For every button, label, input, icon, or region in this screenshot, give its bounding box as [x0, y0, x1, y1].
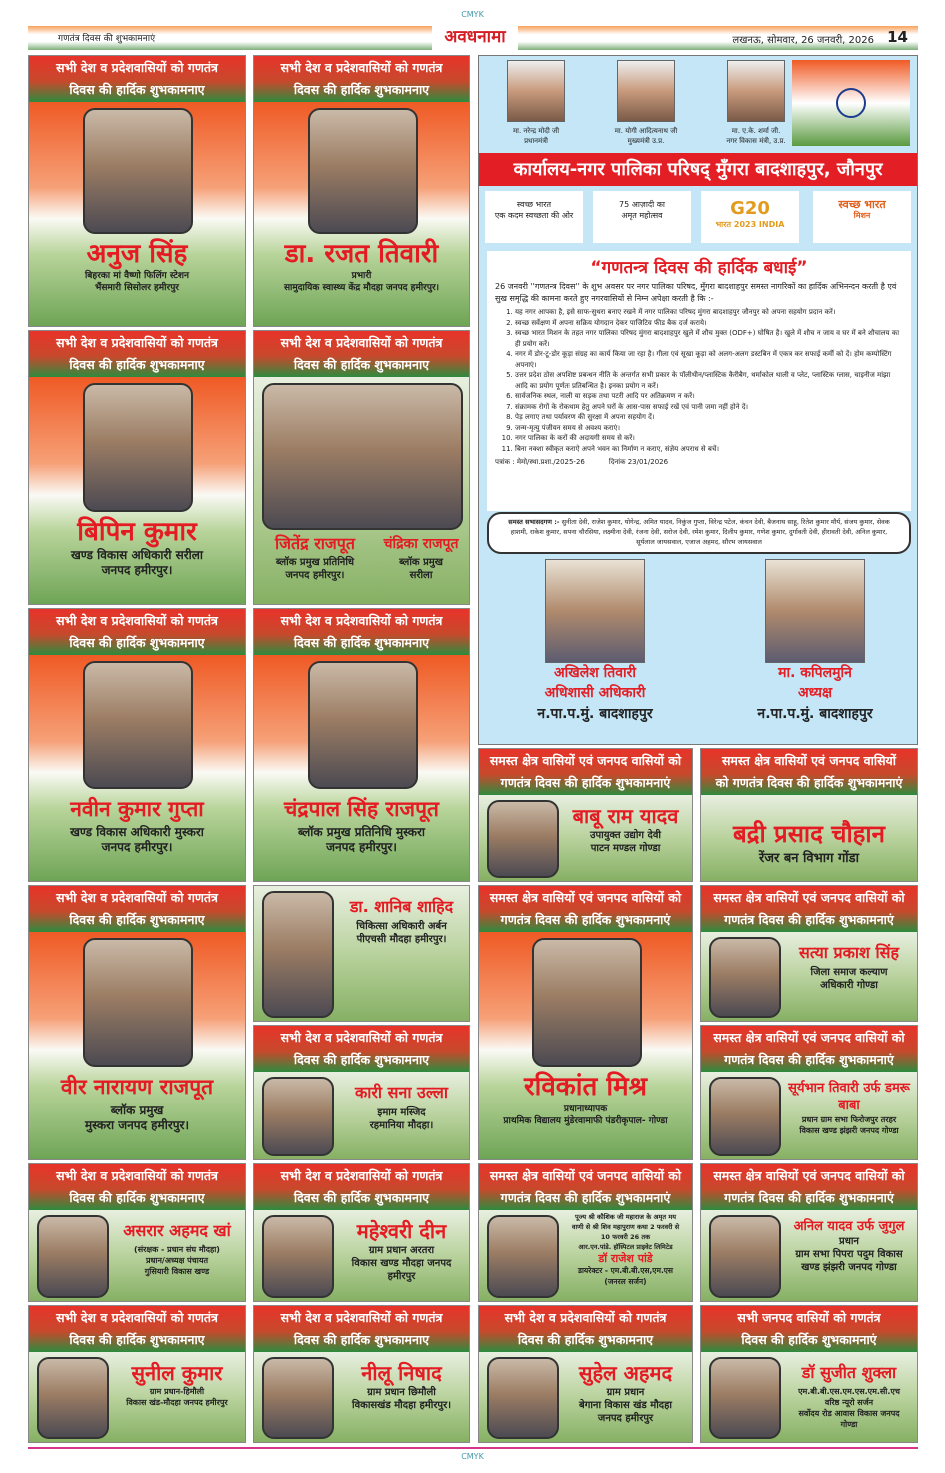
card-detail-line: हमीरपुर [387, 1271, 416, 1282]
card-detail-line: (संरक्षक - प्रधान संघ मौदहा) [134, 1245, 220, 1254]
card-detail-line: इमाम मस्जिद [377, 1107, 426, 1118]
card-body [701, 1072, 917, 1159]
dateline: लखनऊ, सोमवार, 26 जनवरी, 2026 [732, 35, 874, 46]
officer-akhilesh [495, 559, 695, 725]
person-photo [709, 1215, 781, 1298]
header-line-1: सभी देश व प्रदेशवासियों को गणतंत्र [56, 613, 218, 628]
card-detail-line: वरिष्ठ न्यूरो सर्जन [824, 1398, 874, 1407]
card-detail-line: जनपद हमीरपुर। [101, 840, 173, 854]
card-header [29, 331, 245, 377]
logo-text: G20 [730, 198, 770, 219]
card-note-line: वाणी से श्री शिव महापुराण कथा 2 फरवरी से [571, 1223, 680, 1231]
leader-role: प्रधानमंत्री [524, 137, 548, 145]
person-photo [709, 1077, 781, 1156]
officer-photo [765, 559, 865, 663]
card-detail-line: मुस्करा जनपद हमीरपुर। [84, 1118, 190, 1132]
office-banner: कार्यालय-नगर पालिका परिषद् मुँगरा बादशाहपुर, जौनपुर [479, 153, 917, 186]
person-name: डॉ राजेश पांडे [598, 1252, 653, 1265]
person-name: अनिल यादव उर्फ जुगुल [793, 1219, 905, 1234]
card-detail-line: ब्लॉक प्रमुख [110, 1103, 164, 1117]
header-line-2: गणतंत्र दिवस की हार्दिक शुभकामनाएं [500, 775, 671, 790]
card-detail-line: ग्राम सभा पिपरा पदुम विकास [795, 1249, 903, 1260]
members-label: समस्त सभासदगण :- [508, 518, 560, 526]
header-line-1: सभी देश व प्रदेशवासियों को गणतंत्र [56, 335, 218, 350]
person-name: बद्री प्रसाद चौहान [733, 820, 885, 848]
greeting-card [253, 55, 470, 327]
card-detail-line: ग्राम प्रधान [606, 1387, 645, 1398]
card-detail-line: खण्ड विकास अधिकारी सरीला [70, 548, 204, 562]
page-header [28, 26, 918, 50]
azadi-amrit-mahotsav-logo [593, 191, 691, 243]
person-photo [487, 1357, 559, 1439]
card-body [29, 932, 245, 1159]
officer-org: न.पा.प.मुं. बादशाहपुर [757, 706, 873, 722]
greeting-card [28, 1163, 246, 1302]
card-text [479, 1071, 692, 1127]
leader-photo [727, 60, 785, 122]
members-list: सुनीता देवी, राजेश कुमार, योगेन्द्र, अमित यादव, निकुंज गुप्ता, विरेन्द्र पटेल, कंचन देवी, बैजनाथ साहू, रितेश कुमार मौर्य, संजय कुमार, सेवक हाशमी, राकेश कुमार, सपना चौरसिया, लक्ष्मीना देवी, रंजना देवी, सरोज देवी, रमेश कुमार, दिलीप कुमार, गणेश कुमार, दुर्गावती देवी, हीरावती देवी, अनिल कुमार, सूर्यलाल जायसवाल, एजाज अहमद, सौरभ जायसवाल [510, 518, 890, 546]
greeting-card [478, 748, 693, 882]
card-detail-line: प्राथमिक विद्यालय मुंडेरवामाफी पंडरीकृपाल- गोण्डा [503, 1116, 668, 1126]
person-name: बिपिन कुमार [77, 517, 197, 547]
greeting-card [253, 1025, 470, 1160]
municipal-notice-panel [478, 55, 918, 745]
leader-name: मा. नरेन्द्र मोदी जी [512, 127, 560, 135]
card-text [561, 803, 690, 855]
header-line-2: गणतंत्र दिवस की हार्दिक शुभकामनाएं [500, 1190, 671, 1205]
header-line-2: गणतंत्र दिवस की हार्दिक शुभकामनाएं [500, 912, 671, 927]
header-line-1: सभी देश व प्रदेशवासियों को गणतंत्र [280, 613, 443, 628]
card-header [479, 886, 692, 932]
card-note-line: 10 फरवरी 26 तक [600, 1233, 651, 1241]
print-mark-top: CMYK [461, 10, 484, 19]
greeting-card [253, 885, 470, 1022]
logo-subtext: भारत 2023 INDIA [715, 220, 785, 229]
header-line-2: दिवस की हार्दिक शुभकामनाए [517, 1332, 654, 1347]
header-line-1: सभी देश व प्रदेशवासियों को गणतंत्र [56, 1168, 218, 1183]
card-header [701, 1026, 917, 1072]
header-line-2: दिवस की हार्दिक शुभकामनाए [293, 357, 430, 372]
person-photo [487, 1215, 559, 1298]
people-photo [262, 383, 463, 530]
card-detail-line: विकासखंड मौदहा हमीरपुर। [352, 1400, 451, 1411]
card-header [29, 609, 245, 655]
person-photo [37, 1215, 109, 1298]
card-header [479, 749, 692, 795]
greeting-card [700, 1305, 918, 1443]
header-line-1: सभी जनपद वासियों को गणतंत्र [737, 1310, 881, 1325]
leader-modi [481, 60, 591, 146]
person-name: बाबू राम यादव [572, 804, 679, 828]
card-body [254, 1352, 469, 1442]
header-line-1: सभी देश व प्रदेशवासियों को गणतंत्र [280, 1030, 443, 1045]
officer-kapilmuni [715, 559, 915, 725]
header-line-2: दिवस की हार्दिक शुभकामनाए [69, 357, 205, 372]
greeting-card [28, 330, 246, 605]
card-detail-line: गोण्डा [840, 1420, 858, 1429]
greeting-card [28, 55, 246, 327]
card-text [783, 1080, 915, 1136]
card-header [254, 609, 469, 655]
card-detail-line: ग्राम प्रधान-हिमौली [149, 1387, 205, 1396]
card-detail-line: ब्लॉक प्रमुख प्रतिनिधि मुस्करा [297, 825, 426, 839]
officer-role: अध्यक्ष [797, 685, 833, 701]
card-detail-line: ग्राम प्रधान अरतरा [368, 1245, 435, 1256]
officer-org: न.पा.प.मुं. बादशाहपुर [537, 706, 653, 722]
officer-name: अखिलेश तिवारी [553, 665, 637, 681]
card-body [701, 932, 917, 1021]
person-name: नीलू निषाद [361, 1361, 442, 1385]
person-photo [709, 1357, 781, 1439]
card-text [336, 1360, 467, 1412]
leader-name: मा. योगी आदित्यनाथ जी [614, 127, 678, 135]
person-name: डा. शानिब शाहिद [349, 897, 454, 916]
footer-rule [28, 1447, 918, 1449]
header-line-2: दिवस की हार्दिक शुभकामनाए [293, 1332, 430, 1347]
header-line-2: गणतंत्र दिवस की हार्दिक शुभकामनाएं [724, 1052, 894, 1067]
card-detail-line: ग्राम प्रधान छिमौली [367, 1387, 436, 1398]
person-photo [487, 800, 559, 878]
card-detail-line: विकास खंड-मौदहा जनपद हमीरपुर [126, 1398, 228, 1407]
g20-logo [701, 191, 799, 243]
members-box [487, 512, 911, 554]
person-name: डॉ सुजीत शुक्ला [801, 1363, 897, 1382]
logo-text: स्वच्छ भारत [516, 200, 552, 209]
person-photo [308, 661, 418, 789]
person-name: रविकांत मिश्र [523, 1072, 648, 1102]
person-name: सुहेल अहमद [578, 1361, 673, 1385]
card-text [29, 1071, 245, 1133]
notice-item: 4. नगर में डोर-टू-डोर कूड़ा संग्रह का कार्य किया जा रहा है। गीला एवं सूखा कूड़ा को अलग-अलग डस्टबिन में एकत्र कर सफाई कर्मी को दें। होम कम्पोस्टिंग अपनाएं। [515, 349, 903, 370]
card-header [254, 1164, 469, 1210]
card-header [254, 56, 469, 102]
card-detail-line: जनपद हमीरपुर। [285, 570, 345, 581]
card-body [701, 795, 917, 881]
notice-item: 2. स्वच्छ सर्वेक्षण में अपना सक्रिय योगदान देकर पाजिटिव फीड बैक दर्ज कराये। [515, 318, 903, 329]
card-header [29, 1306, 245, 1352]
notice-intro: 26 जनवरी ''गणतन्त्र दिवस'' के शुभ अवसर पर नगर पालिका परिषद, मुँगरा बादशाहपुर समस्त नागरिकों का हार्दिक अभिनन्दन करती है एवं सुख समृद्धि की कामना करते हुए नगरवासियों से निम्न अपेक्षा करती है कि :- [495, 282, 897, 303]
header-line-2: दिवस की हार्दिक शुभकामनाए [69, 82, 205, 97]
card-text [29, 238, 245, 294]
card-body [254, 377, 469, 604]
card-body [479, 1352, 692, 1442]
card-body [479, 795, 692, 881]
header-line-1: समस्त क्षेत्र वासियों एवं जनपद वासियों को [489, 890, 682, 905]
newspaper-logo: अवधनामा [432, 24, 518, 50]
greeting-card [478, 885, 693, 1160]
card-text [336, 894, 467, 946]
greeting-card [478, 1163, 693, 1302]
person-photo [83, 108, 193, 234]
notice-title: “गणतन्त्र दिवस की हार्दिक बधाई” [590, 258, 808, 278]
card-detail-line: विकास खण्ड मौदहा जनपद [351, 1258, 452, 1269]
card-body [29, 102, 245, 326]
card-text-left [256, 532, 374, 582]
leader-name: मा. ए.के. शर्मा जी. [731, 127, 781, 135]
card-detail-line: जनपद हमीरपुर [597, 1413, 654, 1424]
greeting-card [28, 885, 246, 1160]
card-text [111, 1218, 243, 1277]
officer-role: अधिशासी अधिकारी [544, 685, 646, 701]
card-text [783, 1360, 915, 1430]
header-line-1: सभी देश व प्रदेशवासियों को गणतंत्र [280, 335, 443, 350]
greeting-card [700, 885, 918, 1022]
card-body [254, 102, 469, 326]
leader-role: नगर विकास मंत्री, उ.प्र. [726, 137, 786, 145]
greeting-card [700, 1163, 918, 1302]
card-header [701, 886, 917, 932]
header-line-2: दिवस की हार्दिक शुभकामनाए [293, 635, 430, 650]
person-name: असरार अहमद खां [123, 1221, 231, 1240]
header-line-1: सभी देश व प्रदेशवासियों को गणतंत्र [280, 1168, 443, 1183]
card-text [29, 516, 245, 578]
logo-text: स्वच्छ भारत [838, 198, 886, 211]
card-detail-line: (जनरल सर्जन) [604, 1276, 647, 1286]
logo-subtext: एक कदम स्वच्छता की ओर [494, 211, 574, 220]
reference-number: पत्रांक : मेमो/स्था.प्रशा./2025-26 [495, 458, 585, 466]
person-name: सूर्यभान तिवारी उर्फ डमरू बाबा [788, 1081, 910, 1113]
header-line-1: समस्त क्षेत्र वासियों एवं जनपद वासियों को [713, 890, 905, 905]
header-line-2: दिवस की हार्दिक शुभकामनाए [69, 1332, 205, 1347]
swachh-bharat-mission-logo [813, 191, 911, 243]
officer-name: मा. कपिलमुनि [778, 665, 852, 681]
notice-item: 9. जन्म-मृत्यु पंजीयन समय से अवश्य कराएं। [515, 423, 903, 434]
header-line-2: को गणतंत्र दिवस की हार्दिक शुभकामनाएं [715, 775, 903, 790]
greeting-card [253, 330, 470, 605]
card-header [254, 1306, 469, 1352]
swachh-bharat-logo [485, 191, 583, 243]
card-detail-line: ब्लॉक प्रमुख [399, 557, 443, 568]
card-header [29, 886, 245, 932]
person-name: चंद्रपाल सिंह राजपूत [283, 797, 439, 821]
person-photo [308, 108, 418, 234]
card-body [479, 932, 692, 1159]
card-detail-line: सर्वोदय रोड आवास विकास जनपद [798, 1409, 900, 1418]
card-detail-line: डायरेक्टर - एम.बी.बी.एस,एम.एस [577, 1266, 674, 1275]
card-body [29, 377, 245, 604]
header-line-1: समस्त क्षेत्र वासियों एवं जनपद वासियों को [489, 753, 682, 768]
card-detail-line: जिला समाज कल्याण [810, 967, 888, 978]
card-body [701, 1210, 917, 1301]
person-photo [262, 1077, 334, 1156]
greeting-card [700, 748, 918, 882]
card-body [254, 655, 469, 881]
leader-photo [507, 60, 565, 122]
person-name: चंद्रिका राजपूत [383, 536, 459, 552]
card-header [479, 1164, 692, 1210]
card-detail-line: प्रधानाध्यापक [563, 1104, 608, 1114]
card-detail-line: रहमानिया मौदहा। [369, 1120, 434, 1131]
header-line-2: गणतंत्र दिवस की हार्दिक शुभकामनाएं [724, 912, 894, 927]
card-text [783, 940, 915, 992]
card-detail-line: चिकित्सा अधिकारी अर्बन [356, 921, 447, 932]
header-line-2: दिवस की हार्दिक शुभकामनाए [293, 1190, 430, 1205]
person-name: डा. रजत तिवारी [284, 239, 439, 269]
person-name: महेश्वरी दीन [356, 1219, 447, 1243]
notice-item: 10. नगर पालिका के करों की अदायगी समय से करें। [515, 433, 903, 444]
header-line-2: दिवस की हार्दिक शुभकामनाए [293, 82, 430, 97]
card-detail-line: उपायुक्त उद्योग देवी [589, 830, 662, 841]
person-name: नवीन कुमार गुप्ता [70, 797, 204, 821]
notice-reference [495, 457, 903, 468]
section-title: गणतंत्र दिवस की शुभकामनाएं [58, 34, 156, 44]
leader-photo [617, 60, 675, 122]
card-detail-line: एम.बी.बी.एस.एम.एस.एम.सी.एच [798, 1387, 900, 1396]
print-mark-bottom: CMYK [461, 1452, 484, 1461]
card-text [336, 1218, 467, 1283]
card-note-line: पूज्य श्री कौशिक जी महाराज के अमृत मय [575, 1213, 676, 1221]
card-text [561, 1360, 690, 1425]
card-body [479, 1210, 692, 1301]
tricolor-flag-image [792, 60, 910, 146]
card-body [701, 1352, 917, 1442]
card-text [561, 1212, 690, 1287]
card-detail-line: प्रधान/अध्यक्ष पंचायत [145, 1256, 209, 1265]
header-line-1: सभी देश व प्रदेशवासियों को गणतंत्र [504, 1310, 667, 1325]
notice-item: 1. यह नगर आपका है, इसे साफ-सुथरा बनाए रखने में नगर पालिका परिषद मुंगरा बादशाहपुर जौनपुर को अपना सहयोग प्रदान करें। [515, 307, 903, 318]
card-detail-line: सरीला [409, 570, 433, 581]
header-line-1: सभी देश व प्रदेशवासियों को गणतंत्र [280, 60, 443, 75]
notice-date: दिनांक 23/01/2026 [608, 458, 669, 466]
card-detail-line: खण्ड झंझरी जनपद गोण्डा [801, 1262, 897, 1273]
header-line-1: सभी देश व प्रदेशवासियों को गणतंत्र [280, 1310, 443, 1325]
card-detail-line: विकास खण्ड झंझरी जनपद गोण्डा [799, 1126, 899, 1135]
card-detail-line: गुसियारी विकास खण्ड [144, 1267, 210, 1276]
header-line-1: सभी देश व प्रदेशवासियों को गणतंत्र [56, 890, 218, 905]
logo-subtext: अमृत महोत्सव [621, 211, 663, 220]
card-text [783, 1218, 915, 1274]
notice-items [495, 307, 903, 454]
card-header [29, 1164, 245, 1210]
greeting-card [253, 1305, 470, 1443]
card-header [29, 56, 245, 102]
card-detail-line: ब्लॉक प्रमुख प्रतिनिधि [275, 557, 355, 568]
card-header [701, 1306, 917, 1352]
person-name: सुनील कुमार [131, 1361, 223, 1385]
notice-item: 3. स्वच्छ भारत मिशन के तहत नगर पालिका परिषद मुंगरा बादशाहपुर खुले में शौच मुक्त (ODF+) घोषित है। खुले में शौच न जाय व घर में बने शौचालय का ही प्रयोग करें। [515, 328, 903, 349]
person-name: सत्या प्रकाश सिंह [799, 943, 899, 962]
header-line-1: समस्त क्षेत्र वासियों एवं जनपद वासियों को [489, 1168, 682, 1183]
header-line-1: समस्त क्षेत्र वासियों एवं जनपद वासियों [721, 753, 897, 768]
card-body [254, 886, 469, 1021]
notice-item: 8. पेड़ लगाए तथा पर्यावरण की सुरक्षा में अपना सहयोग दें। [515, 412, 903, 423]
card-body [254, 1072, 469, 1159]
header-line-1: सभी देश व प्रदेशवासियों को गणतंत्र [56, 60, 218, 75]
card-detail-line: प्रधान [839, 1236, 859, 1247]
card-detail-line: पीएचसी मौदहा हमीरपुर। [356, 934, 447, 945]
card-header [701, 1164, 917, 1210]
card-text [336, 1080, 467, 1132]
person-name: वीर नारायण राजपूत [60, 1075, 214, 1099]
card-detail-line: प्रधान ग्राम सभा फिरोजपुर तरहर [801, 1115, 897, 1124]
notice-item: 7. संक्रामक रोगों के रोकथाम हेतु अपने घरों के आस-पास सफाई रखें एवं पानी जमा नहीं होने दें। [515, 402, 903, 413]
officer-photo [545, 559, 645, 663]
notice-item: 6. सार्वजनिक स्थल, नाली या सड़क तथा पटरी आदि पर अतिक्रमण न करें। [515, 391, 903, 402]
greeting-card [700, 1025, 918, 1160]
header-line-2: दिवस की हार्दिक शुभकामनाए [293, 1052, 430, 1067]
card-text [701, 817, 917, 867]
header-line-2: दिवस की हार्दिक शुभकामनाए [69, 1190, 205, 1205]
header-line-1: समस्त क्षेत्र वासियों एवं जनपद वासियों को [713, 1168, 905, 1183]
card-detail-line: रेंजर बन विभाग गोंडा [759, 851, 859, 866]
card-header [701, 749, 917, 795]
card-body [29, 655, 245, 881]
header-line-2: दिवस की हार्दिक शुभकामनाए [69, 635, 205, 650]
greeting-card [478, 1305, 693, 1443]
greeting-card [253, 608, 470, 882]
card-body [254, 1210, 469, 1301]
person-photo [709, 937, 781, 1018]
person-name: कारी सना उल्ला [354, 1083, 449, 1102]
card-detail-line: प्रभारी [351, 271, 372, 281]
card-detail-line: भैंसमारी सिसोलर हमीरपुर [95, 283, 179, 293]
card-detail-line: पाटन मण्डल गोण्डा [590, 843, 661, 854]
notice-item: 5. उत्तर प्रदेश ठोस अपशिष्ट प्रबन्धन नीति के अन्तर्गत सभी प्रकार के पॉलीथीन/प्लास्टिक कैरीबैग, थर्माकोल थाली व प्लेट, प्लास्टिक ग्लास, चाइनीज मांझा आदि का प्रयोग पूर्णतः प्रतिबन्धित है। इनका प्रयोग न करें। [515, 370, 903, 391]
card-text [254, 238, 469, 294]
person-photo [37, 1357, 109, 1439]
card-header [479, 1306, 692, 1352]
card-header [254, 1026, 469, 1072]
card-body [29, 1210, 245, 1301]
page-number: 14 [887, 28, 908, 46]
header-line-2: गणतंत्र दिवस की हार्दिक शुभकामनाएं [724, 1190, 894, 1205]
header-line-2: दिवस की हार्दिक शुभकामनाएं [741, 1332, 877, 1347]
person-photo [83, 661, 193, 789]
header-line-1: सभी देश व प्रदेशवासियों को गणतंत्र [56, 1310, 218, 1325]
person-photo [262, 1215, 334, 1298]
card-body [29, 1352, 245, 1442]
card-detail-line: बेगाना विकास खंड मौदहा [578, 1400, 672, 1411]
greeting-card [28, 608, 246, 882]
logo-text: 75 आज़ादी का [619, 200, 665, 209]
logo-subtext: मिशन [853, 211, 871, 220]
leader-yogi [591, 60, 701, 146]
person-photo [532, 938, 642, 1067]
card-header [254, 331, 469, 377]
card-detail-line: सामुदायिक स्वास्थ्य केंद्र मौदहा जनपद हमीरपुर। [283, 283, 440, 293]
leader-role: मुख्यमंत्री उ.प्र. [627, 137, 665, 145]
card-detail-line: जनपद हमीरपुर। [101, 563, 173, 577]
notice-text-box [487, 251, 911, 511]
card-text-right [372, 532, 470, 582]
header-line-1: समस्त क्षेत्र वासियों एवं जनपद वासियों को [713, 1030, 905, 1045]
notice-item: 11. बिना नक्शा स्वीकृत कराऐ अपने भवन का निर्माण न कराए, संज्ञेय अपराध से बचें। [515, 444, 903, 455]
greeting-card [253, 1163, 470, 1302]
person-photo [262, 1357, 334, 1439]
card-text [254, 793, 469, 855]
ashoka-chakra-icon [836, 88, 866, 118]
person-photo [262, 891, 334, 1018]
greeting-card [28, 1305, 246, 1443]
card-detail-line: खण्ड विकास अधिकारी मुस्करा [70, 825, 204, 839]
card-detail-line: जनपद हमीरपुर। [326, 840, 397, 854]
person-name: अनुज सिंह [86, 239, 188, 269]
person-name: जितेंद्र राजपूत [275, 534, 355, 553]
card-text [29, 793, 245, 855]
card-detail-line: बिहरका मां वैष्णो फिलिंग स्टेशन [84, 271, 190, 281]
header-line-2: दिवस की हार्दिक शुभकामनाए [69, 912, 205, 927]
card-detail-line: अधिकारी गोण्डा [820, 980, 878, 991]
person-photo [83, 383, 193, 512]
person-photo [83, 938, 193, 1067]
card-text [111, 1360, 243, 1408]
card-note-line: आर.एन.पांडे. हॉस्पिटल प्राइवेट लिमिटेड [578, 1243, 673, 1251]
